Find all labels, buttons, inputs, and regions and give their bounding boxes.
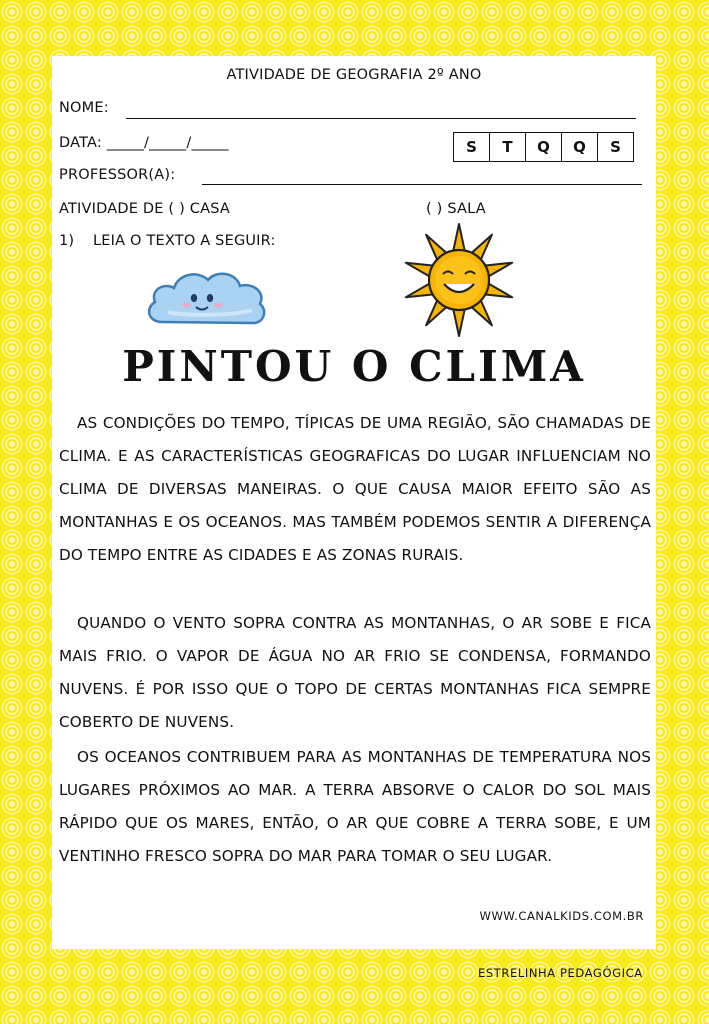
professor-label: PROFESSOR(A): [59,167,176,183]
weekday-box[interactable]: Q [562,133,598,161]
activity-home-option[interactable]: ATIVIDADE DE ( ) CASA [59,201,230,217]
weekday-box[interactable]: Q [526,133,562,161]
name-field-line[interactable] [126,118,636,119]
name-label: NOME: [59,100,109,116]
date-label[interactable]: DATA: _____/_____/_____ [59,135,229,151]
weekday-box[interactable]: T [490,133,526,161]
question-number: 1) [59,233,75,249]
weekday-boxes [453,132,634,162]
sun-ray [453,307,465,336]
weekday-box[interactable]: S [610,138,621,156]
reading-paragraph-2: QUANDO O VENTO SOPRA CONTRA AS MONTANHAS, O AR SOBE E FICA MAIS FRIO. O VAPOR DE ÁGUA NO AR FRIO SE CONDENSA, FORMANDO NUVENS. É POR ISSO QUE O TOPO DE CERTAS MONTANHAS FICA SEMPRE COBERTO DE NUVENS. [59,614,651,731]
reading-paragraph-3: OS OCEANOS CONTRIBUEM PARA AS MONTANHAS DE TEMPERATURA NOS LUGARES PRÓXIMOS AO MAR. A TERRA ABSORVE O CALOR DO SOL MAIS RÁPIDO QUE OS MARES, ENTÃO, O AR QUE COBRE A TERRA SOBE, E UM VENTINHO FRESCO SOPRA DO MAR PARA TOMAR O SEU LUGAR. [59,748,651,865]
professor-field-line[interactable] [202,184,642,185]
question-instruction: LEIA O TEXTO A SEGUIR: [93,233,276,249]
source-credit: WWW.CANALKIDS.COM.BR [479,909,644,923]
worksheet-page [52,56,656,949]
smiling-sun-icon [396,222,522,342]
worksheet-title: ATIVIDADE DE GEOGRAFIA 2º ANO [226,67,482,83]
smiling-cloud-icon [144,268,268,330]
footer-credit: ESTRELINHA PEDAGÓGICA [478,966,643,980]
reading-title: PINTOU O CLIMA [122,342,586,391]
sun-ray [453,224,465,253]
reading-paragraph-1: AS CONDIÇÕES DO TEMPO, TÍPICAS DE UMA REGIÃO, SÃO CHAMADAS DE CLIMA. E AS CARACTERÍSTICAS GEOGRAFICAS DO LUGAR INFLUENCIAM NO CLIMA DE DIVERSAS MANEIRAS. O QUE CAUSA MAIOR EFEITO SÃO AS MONTANHAS E OS OCEANOS. MAS TAMBÉM PODEMOS SENTIR A DIFERENÇA DO TEMPO ENTRE AS CIDADES E AS ZONAS RURAIS. [59,414,651,564]
weekday-box[interactable]: S [454,133,490,161]
activity-room-option[interactable]: ( ) SALA [426,201,486,217]
